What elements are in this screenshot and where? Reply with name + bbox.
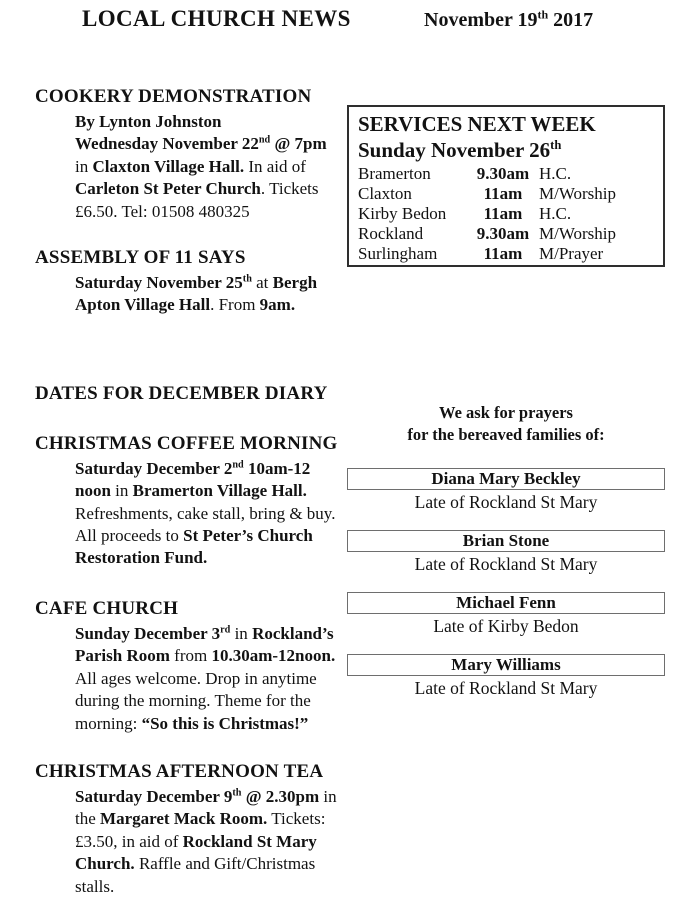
service-type: M/Worship [539,184,617,203]
service-time: 9.30am [476,224,530,243]
bereaved-name-box: Brian Stone [347,530,665,552]
service-time: 9.30am [476,164,530,183]
bereaved-entry [347,592,665,637]
body-line: Apton Village Hall. From 9am. [75,295,296,315]
service-row [358,244,654,264]
service-row [358,204,654,224]
service-type: M/Prayer [539,244,604,263]
section-body [35,269,351,317]
bereaved-name-box: Mary Williams [347,654,665,676]
service-time: 11am [483,184,523,203]
service-row [358,224,654,244]
section-heading: CHRISTMAS AFTERNOON TEA [35,760,324,782]
section-body [35,783,351,898]
body-line: Saturday December 2nd 10am-12 [75,458,311,478]
section-assembly-of-11-says [35,247,351,317]
service-location: Claxton [358,184,412,203]
service-type: M/Worship [539,224,617,243]
section-christmas-coffee-morning [35,433,351,570]
service-location: Surlingham [358,244,438,263]
bereaved-name-box: Michael Fenn [347,592,665,614]
body-line: By Lynton Johnston [75,112,222,131]
bereaved-entry [347,654,665,699]
bereaved-entry [347,530,665,575]
body-line: Parish Room from 10.30am-12noon. [75,646,336,666]
service-location: Rockland [358,224,424,243]
bereaved-late-of: Late of Rockland St Mary [414,678,598,698]
service-time: 11am [483,204,523,223]
prayers-section [347,402,665,716]
prayers-intro-line-1: We ask for prayers [439,403,573,422]
body-line: Restoration Fund. [75,548,208,568]
section-dates-for-december-diary [35,383,351,405]
section-heading: CAFE CHURCH [35,597,179,619]
services-subtitle: Sunday November 26th [358,138,562,162]
section-body [35,108,351,223]
service-type: H.C. [539,204,572,223]
section-heading: CHRISTMAS COFFEE MORNING [35,432,338,454]
bereaved-late-of: Late of Rockland St Mary [414,492,598,512]
service-row [358,164,654,184]
body-line: Wednesday November 22nd @ 7pm [75,134,327,154]
body-line: £6.50. Tel: 01508 480325 [75,201,250,221]
service-type: H.C. [539,164,572,183]
section-cafe-church [35,598,351,735]
bereaved-late-of: Late of Kirby Bedon [433,616,579,636]
prayers-intro-line-2: for the bereaved families of: [407,425,605,444]
bereaved-entry [347,468,665,513]
service-location: Bramerton [358,164,431,183]
bereaved-name-box: Diana Mary Beckley [347,468,665,490]
left-column [35,86,351,898]
body-line: stalls. [75,876,115,896]
body-line: £3.50, in aid of Rockland St Mary [75,831,317,851]
services-rows [358,164,654,264]
section-body [35,620,351,735]
body-line: the Margaret Mack Room. Tickets: [75,809,326,829]
bereaved-entries [347,468,665,699]
body-line: Church. Raffle and Gift/Christmas [75,854,316,874]
service-row [358,184,654,204]
body-line: morning: “So this is Christmas!” [75,713,309,733]
section-heading: DATES FOR DECEMBER DIARY [35,382,328,404]
section-heading: ASSEMBLY OF 11 SAYS [35,247,246,269]
body-line: Sunday December 3rd in Rockland’s [75,623,334,643]
page-date: November 19th 2017 [424,7,594,31]
body-line: during the morning. Theme for the [75,691,311,711]
body-line: Refreshments, cake stall, bring & buy. [75,503,336,523]
section-body [35,455,351,570]
page-title: LOCAL CHURCH NEWS [82,6,351,31]
services-title: SERVICES NEXT WEEK [358,112,596,136]
section-cookery-demonstration [35,86,351,223]
service-location: Kirby Bedon [358,204,447,223]
section-christmas-afternoon-tea [35,761,351,898]
body-line: Saturday December 9th @ 2.30pm in [75,786,337,806]
section-heading: COOKERY DEMONSTRATION [35,86,312,107]
services-next-week-box [347,105,665,267]
body-line: in Claxton Village Hall. In aid of [75,156,306,176]
body-line: noon in Bramerton Village Hall. [75,481,307,501]
body-line: All ages welcome. Drop in anytime [75,668,317,688]
body-line: Carleton St Peter Church. Tickets [75,179,319,199]
body-line: All proceeds to St Peter’s Church [75,526,313,546]
bereaved-late-of: Late of Rockland St Mary [414,554,598,574]
body-line: Saturday November 25th at Bergh [75,273,318,293]
service-time: 11am [483,244,523,263]
